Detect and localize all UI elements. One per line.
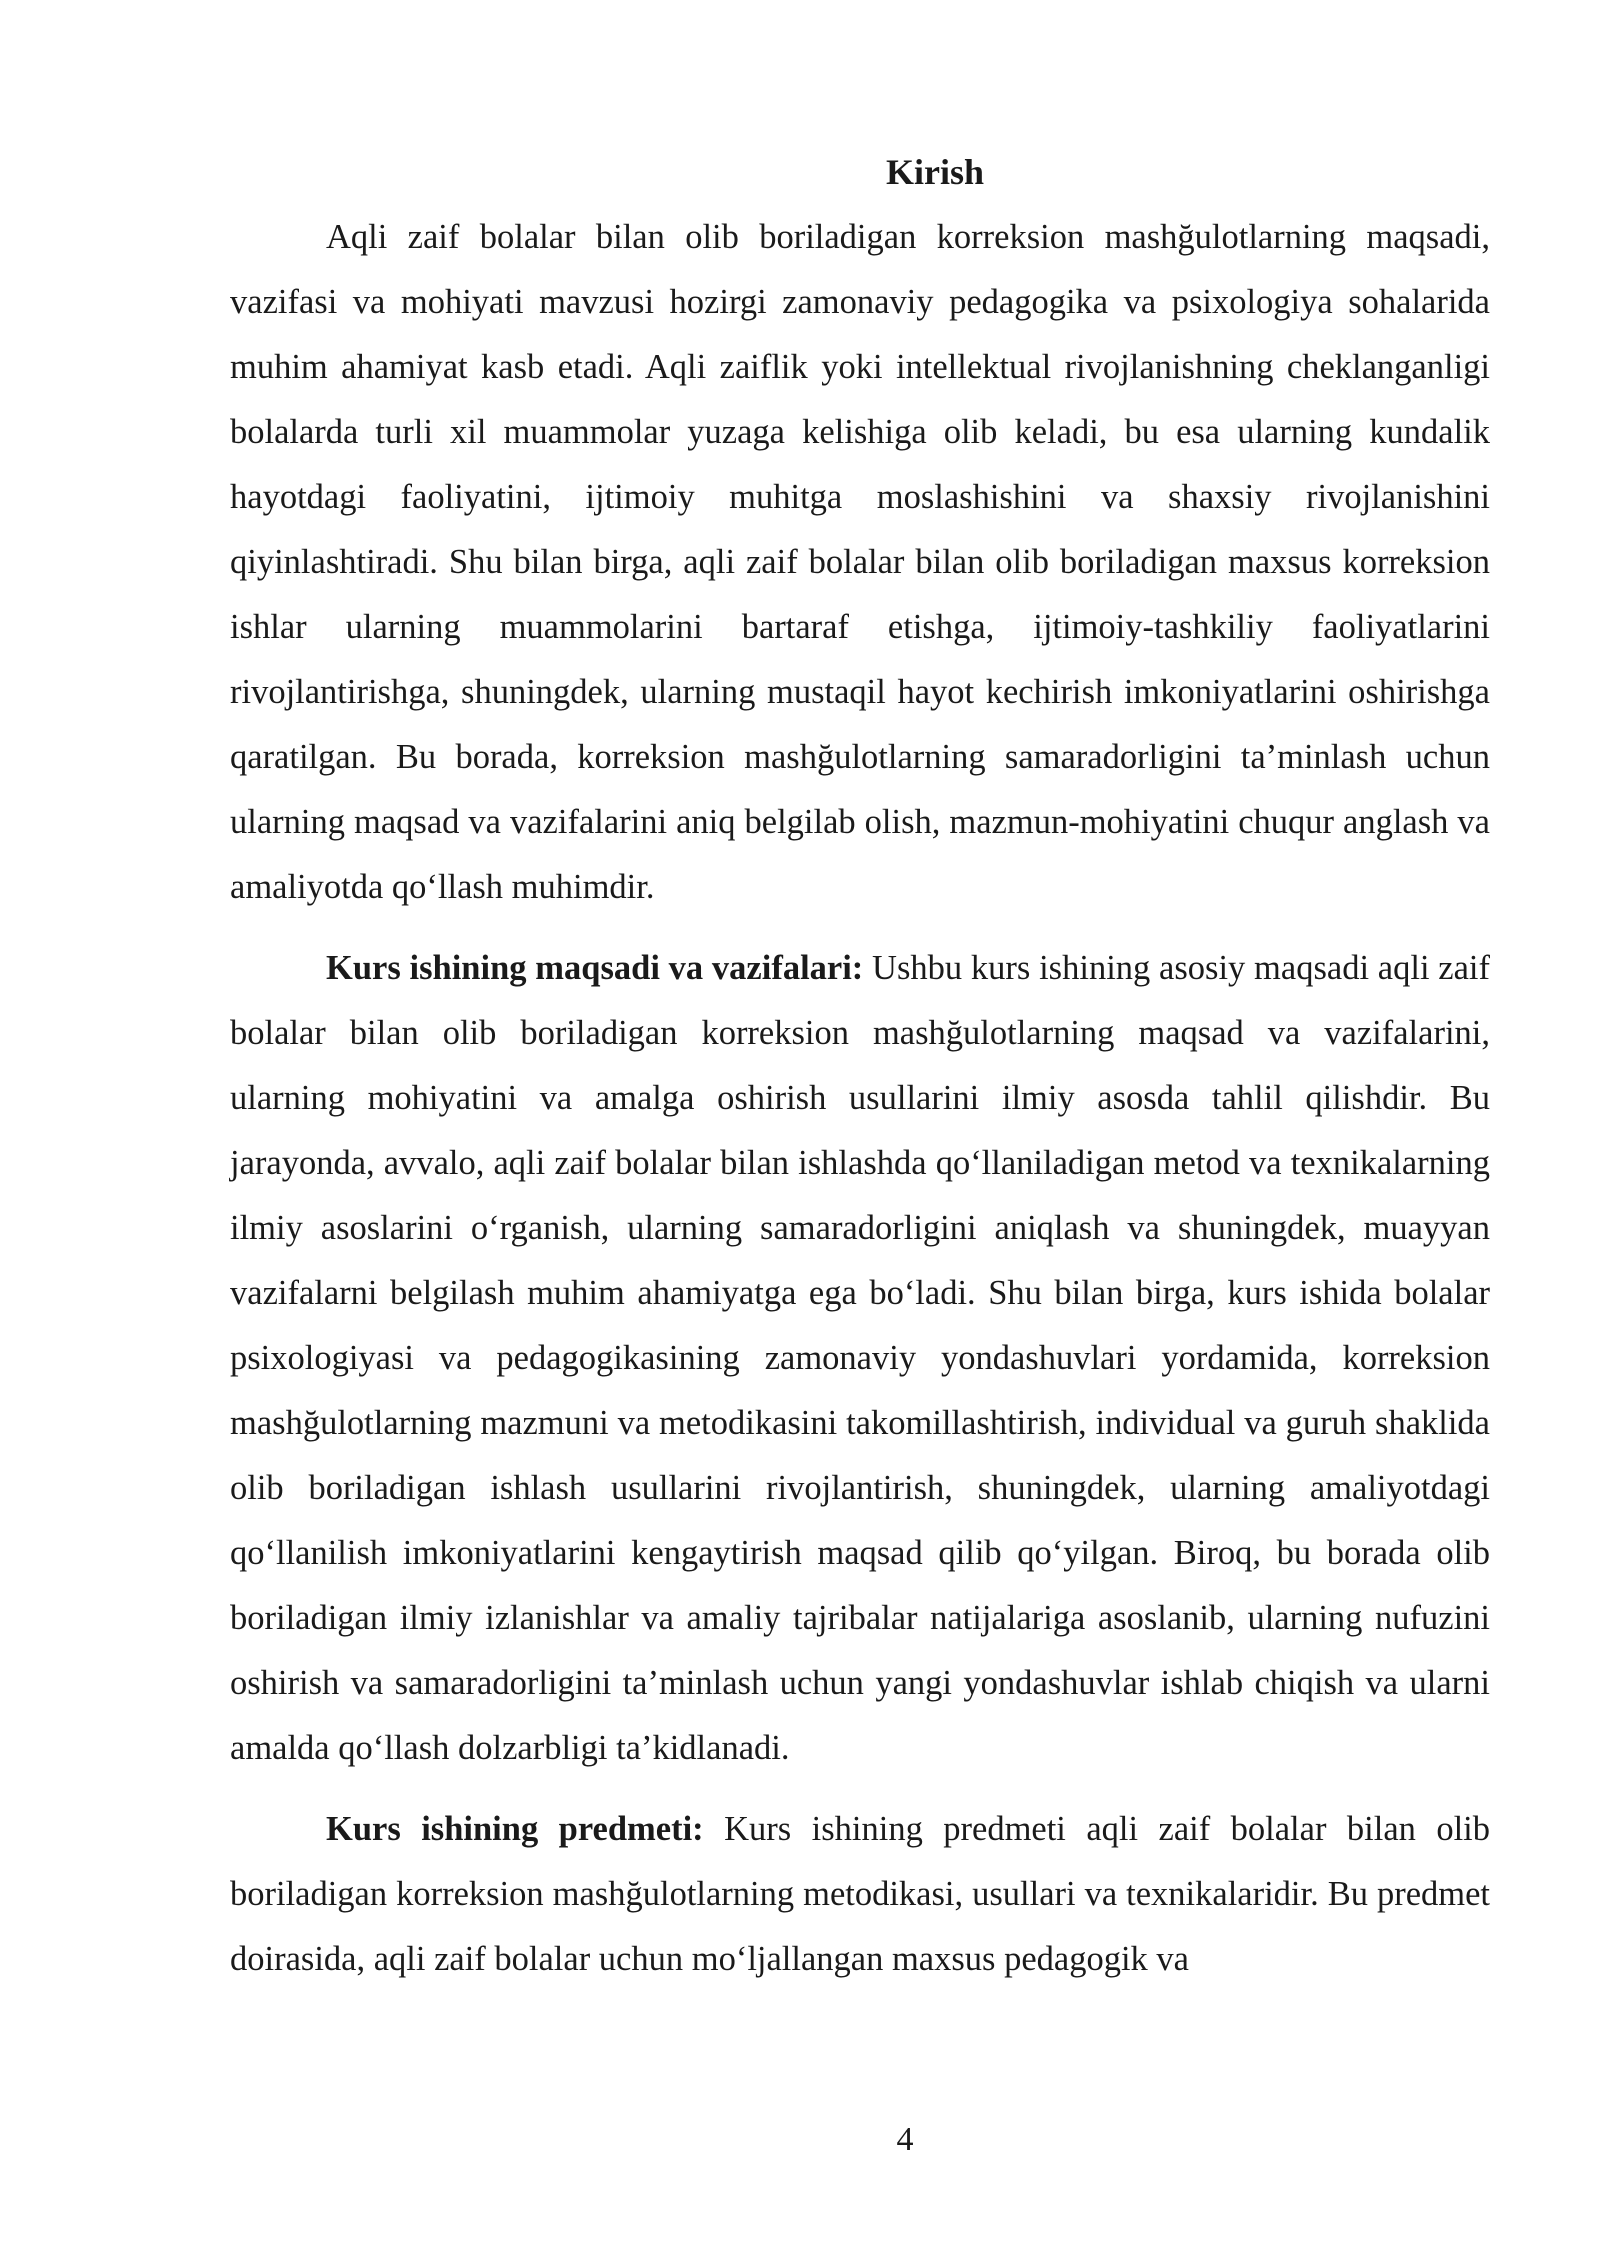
paragraph-intro bbox=[230, 205, 1490, 920]
paragraph-text: Kurs ishining predmeti aqli zaif bolalar bilan olib boriladigan korreksion mashğulotlarning metodikasi, usullari va texnikalaridir. Bu predmet doirasida, aqli zaif bolalar uchun mo‘ljallangan maxsus pedagogik va bbox=[230, 1810, 1490, 1978]
paragraph-goals bbox=[230, 936, 1490, 1781]
paragraph-text: Ushbu kurs ishining asosiy maqsadi aqli zaif bolalar bilan olib boriladigan korreksion mashğulotlarning maqsad va vazifalarini, ularning mohiyatini va amalga oshirish usullarini ilmiy asosda tahlil qilishdir. Bu jarayonda, avvalo, aqli zaif bolalar bilan ishlashda qo‘llaniladigan metod va texnikalarning ilmiy asoslarini o‘rganish, ularning samaradorligini aniqlash va shuningdek, muayyan vazifalarni belgilash muhim ahamiyatga ega bo‘ladi. Shu bilan birga, kurs ishida bolalar psixologiyasi va pedagogikasining zamonaviy yondashuvlari yordamida, korreksion mashğulotlarning mazmuni va metodikasini takomillashtirish, individual va guruh shaklida olib boriladigan ishlash usullarini rivojlantirish, shuningdek, ularning amaliyotdagi qo‘llanilish imkoniyatlarini kengaytirish maqsad qilib qo‘yilgan. Biroq, bu borada olib boriladigan ilmiy izlanishlar va amaliy tajribalar natijalariga asoslanib, ularning nufuzini oshirish va samaradorligini ta’minlash uchun yangi yondashuvlar ishlab chiqish va ularni amalda qo‘llash dolzarbligi ta’kidlanadi. bbox=[230, 949, 1490, 1767]
paragraph-lead: Kurs ishining maqsadi va vazifalari: bbox=[326, 949, 864, 987]
document-page bbox=[230, 140, 1490, 1992]
page-number: 4 bbox=[896, 2121, 914, 2158]
paragraph-subject bbox=[230, 1797, 1490, 1992]
paragraph-lead: Kurs ishining predmeti: bbox=[326, 1810, 704, 1848]
paragraph-text: Aqli zaif bolalar bilan olib boriladigan korreksion mashğulotlarning maqsadi, vazifasi va mohiyati mavzusi hozirgi zamonaviy pedagogika va psixologiya sohalarida muhim ahamiyat kasb etadi. Aqli zaiflik yoki intellektual rivojlanishning cheklanganligi bolalarda turli xil muammolar yuzaga kelishiga olib keladi, bu esa ularning kundalik hayotdagi faoliyatini, ijtimoiy muhitga moslashishini va shaxsiy rivojlanishini qiyinlashtiradi. Shu bilan birga, aqli zaif bolalar bilan olib boriladigan maxsus korreksion ishlar ularning muammolarini bartaraf etishga, ijtimoiy-tashkiliy faoliyatlarini rivojlantirishga, shuningdek, ularning mustaqil hayot kechirish imkoniyatlarini oshirishga qaratilgan. Bu borada, korreksion mashğulotlarning samaradorligini ta’minlash uchun ularning maqsad va vazifalarini aniq belgilab olish, mazmun-mohiyatini chuqur anglash va amaliyotda qo‘llash muhimdir. bbox=[230, 218, 1490, 906]
section-title: Kirish bbox=[885, 152, 984, 192]
